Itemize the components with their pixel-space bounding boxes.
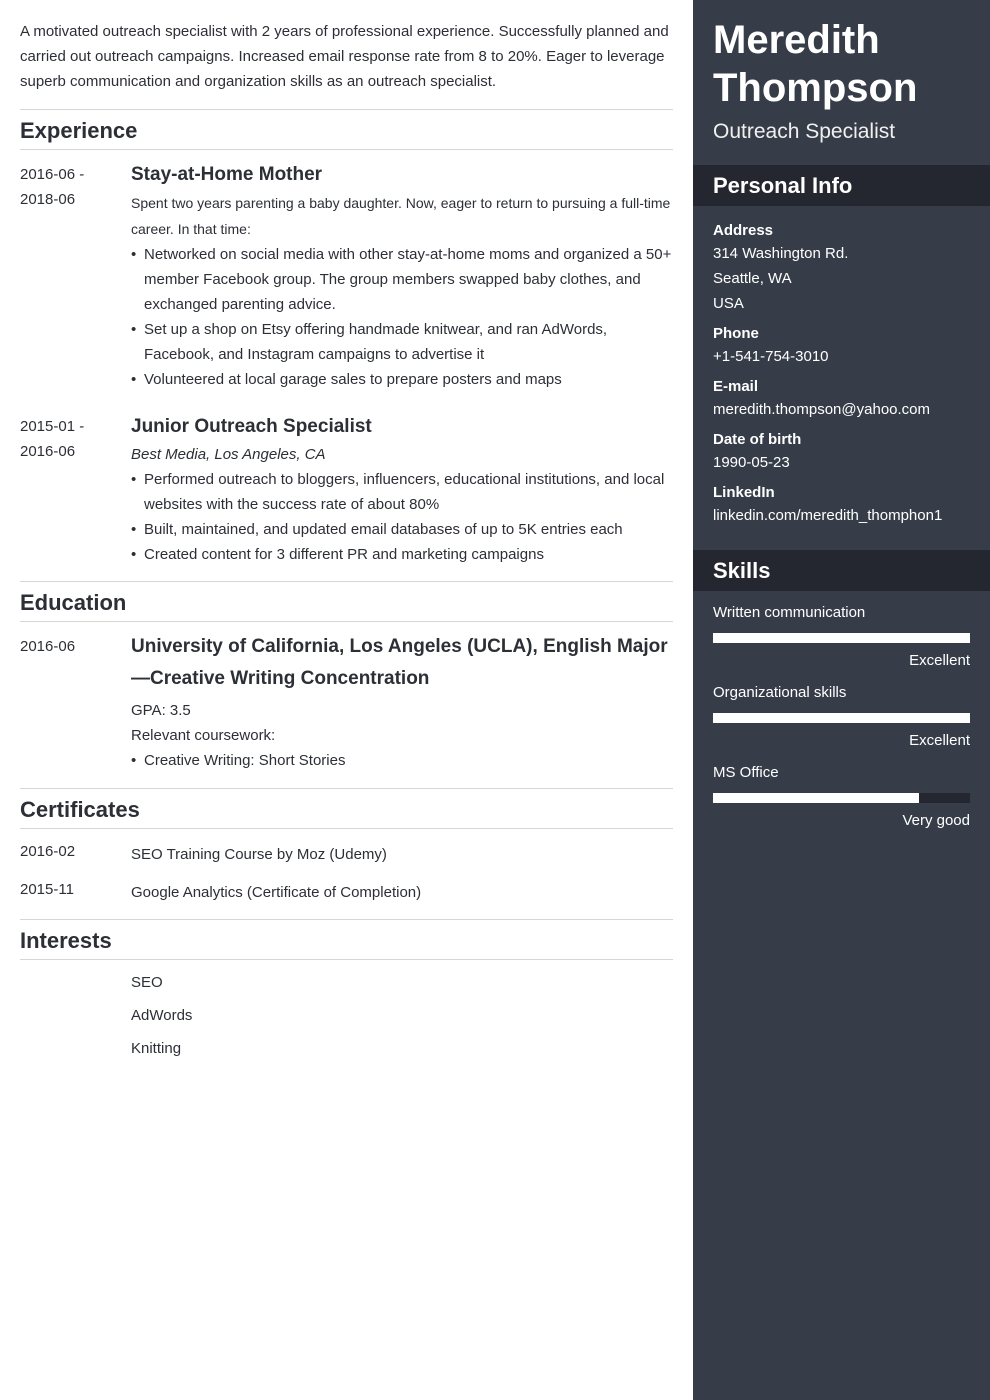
education-row bbox=[20, 622, 673, 773]
certificates-section bbox=[20, 788, 673, 919]
section-title-experience: Experience bbox=[20, 110, 673, 150]
info-value: 1990-05-23 bbox=[713, 454, 790, 471]
experience-section bbox=[20, 109, 673, 581]
section-title-skills: Skills bbox=[693, 550, 990, 591]
section-title-interests: Interests bbox=[20, 920, 673, 960]
skill-name: Organizational skills bbox=[713, 684, 847, 701]
info-item bbox=[713, 483, 970, 528]
job-title: Junior Outreach Specialist bbox=[131, 416, 372, 437]
info-value: 314 Washington Rd. bbox=[713, 245, 849, 262]
info-value: USA bbox=[713, 295, 744, 312]
candidate-name bbox=[713, 16, 970, 112]
skill-level: Very good bbox=[902, 812, 970, 829]
section-title-personal-info: Personal Info bbox=[693, 165, 990, 206]
list-item: • Volunteered at local garage sales to prepare posters and maps bbox=[131, 367, 673, 392]
skill-bar bbox=[713, 713, 970, 723]
name-first: Meredith bbox=[713, 18, 880, 62]
skill-bar-fill bbox=[713, 633, 970, 643]
info-label: Address bbox=[713, 222, 774, 239]
skill-name: MS Office bbox=[713, 764, 779, 781]
skill-bar bbox=[713, 633, 970, 643]
section-title-certificates: Certificates bbox=[20, 789, 673, 829]
skills-list bbox=[693, 591, 990, 831]
skill-bar-fill bbox=[713, 713, 970, 723]
certificate-name: SEO Training Course by Moz (Udemy) bbox=[131, 846, 387, 863]
interest-item: SEO bbox=[131, 974, 163, 991]
info-value: linkedin.com/meredith_thomphon1 bbox=[713, 507, 943, 524]
company-name: Best Media, Los Angeles, CA bbox=[131, 446, 326, 463]
interest-item: Knitting bbox=[131, 1040, 182, 1057]
info-item bbox=[713, 377, 970, 422]
job-bullets bbox=[131, 242, 673, 392]
summary: A motivated outreach specialist with 2 years of professional experience. Successfully planned and carried out outreach campaigns. Increased email response rate from 8 to 20%. Eager to leverage superb communication and organization skills as an outreach specialist. bbox=[20, 23, 669, 90]
interest-item: AdWords bbox=[131, 1007, 193, 1024]
experience-date: 2016-06 - 2018-06 bbox=[20, 166, 85, 208]
education-title: University of California, Los Angeles (UCLA), English Major—Creative Writing Concentration bbox=[131, 636, 668, 689]
education-entry bbox=[20, 622, 673, 788]
experience-entry bbox=[20, 402, 673, 581]
experience-body bbox=[131, 162, 673, 392]
list-item: • Created content for 3 different PR and marketing campaigns bbox=[131, 542, 673, 567]
list-item: • Set up a shop on Etsy offering handmade knitwear, and ran AdWords, Facebook, and Instagram campaigns to advertise it bbox=[131, 317, 673, 367]
skill-item bbox=[713, 683, 970, 751]
certificate-date: 2016-02 bbox=[20, 843, 76, 860]
certificates-list bbox=[20, 829, 673, 919]
sidebar-header bbox=[693, 0, 990, 165]
interests-section bbox=[20, 919, 673, 1059]
certificate-row bbox=[20, 867, 673, 905]
certificate-date: 2015-11 bbox=[20, 881, 74, 898]
experience-entry bbox=[20, 150, 673, 402]
certificate-row bbox=[20, 829, 673, 867]
skill-item bbox=[713, 603, 970, 671]
education-body bbox=[131, 634, 673, 773]
job-description: Spent two years parenting a baby daughter. Now, eager to return to pursuing a full-time career. In that time: bbox=[131, 195, 671, 237]
education-section bbox=[20, 581, 673, 788]
section-title-education: Education bbox=[20, 582, 673, 622]
name-last: Thompson bbox=[713, 66, 918, 110]
education-gpa: GPA: 3.5 bbox=[131, 702, 191, 719]
info-value: +1-541-754-3010 bbox=[713, 348, 829, 365]
experience-list bbox=[20, 150, 673, 581]
info-value: Seattle, WA bbox=[713, 270, 792, 287]
certificate-name: Google Analytics (Certificate of Completion) bbox=[131, 884, 422, 901]
job-bullets bbox=[131, 467, 673, 567]
skill-item bbox=[713, 763, 970, 831]
job-title: Stay-at-Home Mother bbox=[131, 164, 323, 185]
skill-level: Excellent bbox=[909, 732, 970, 749]
skill-bar-fill bbox=[713, 793, 919, 803]
list-item: • Networked on social media with other stay-at-home moms and organized a 50+ member Facebook group. The group members swapped baby clothes, and exchanged parenting advice. bbox=[131, 242, 673, 317]
skill-bar bbox=[713, 793, 970, 803]
experience-date: 2015-01 - 2016-06 bbox=[20, 418, 85, 460]
interests-list bbox=[20, 960, 673, 1059]
list-item: • Built, maintained, and updated email databases of up to 5K entries each bbox=[131, 517, 673, 542]
sidebar bbox=[693, 0, 990, 1400]
experience-body bbox=[131, 414, 673, 567]
skill-level: Excellent bbox=[909, 652, 970, 669]
education-coursework-label: Relevant coursework: bbox=[131, 727, 276, 744]
list-item: • Creative Writing: Short Stories bbox=[131, 748, 673, 773]
experience-row bbox=[20, 402, 673, 567]
list-item: • Performed outreach to bloggers, influencers, educational institutions, and local websites with the success rate of about 80% bbox=[131, 467, 673, 517]
personal-info-list bbox=[693, 206, 990, 550]
education-date: 2016-06 bbox=[20, 638, 76, 655]
info-item bbox=[713, 430, 970, 475]
info-label: E-mail bbox=[713, 378, 759, 395]
info-value: meredith.thompson@yahoo.com bbox=[713, 401, 931, 418]
info-item bbox=[713, 221, 970, 316]
candidate-role: Outreach Specialist bbox=[713, 120, 896, 143]
coursework-list bbox=[131, 748, 673, 773]
info-label: Date of birth bbox=[713, 431, 802, 448]
skill-name: Written communication bbox=[713, 604, 866, 621]
info-label: Phone bbox=[713, 325, 759, 342]
experience-row bbox=[20, 150, 673, 392]
info-item bbox=[713, 324, 970, 369]
info-label: LinkedIn bbox=[713, 484, 775, 501]
